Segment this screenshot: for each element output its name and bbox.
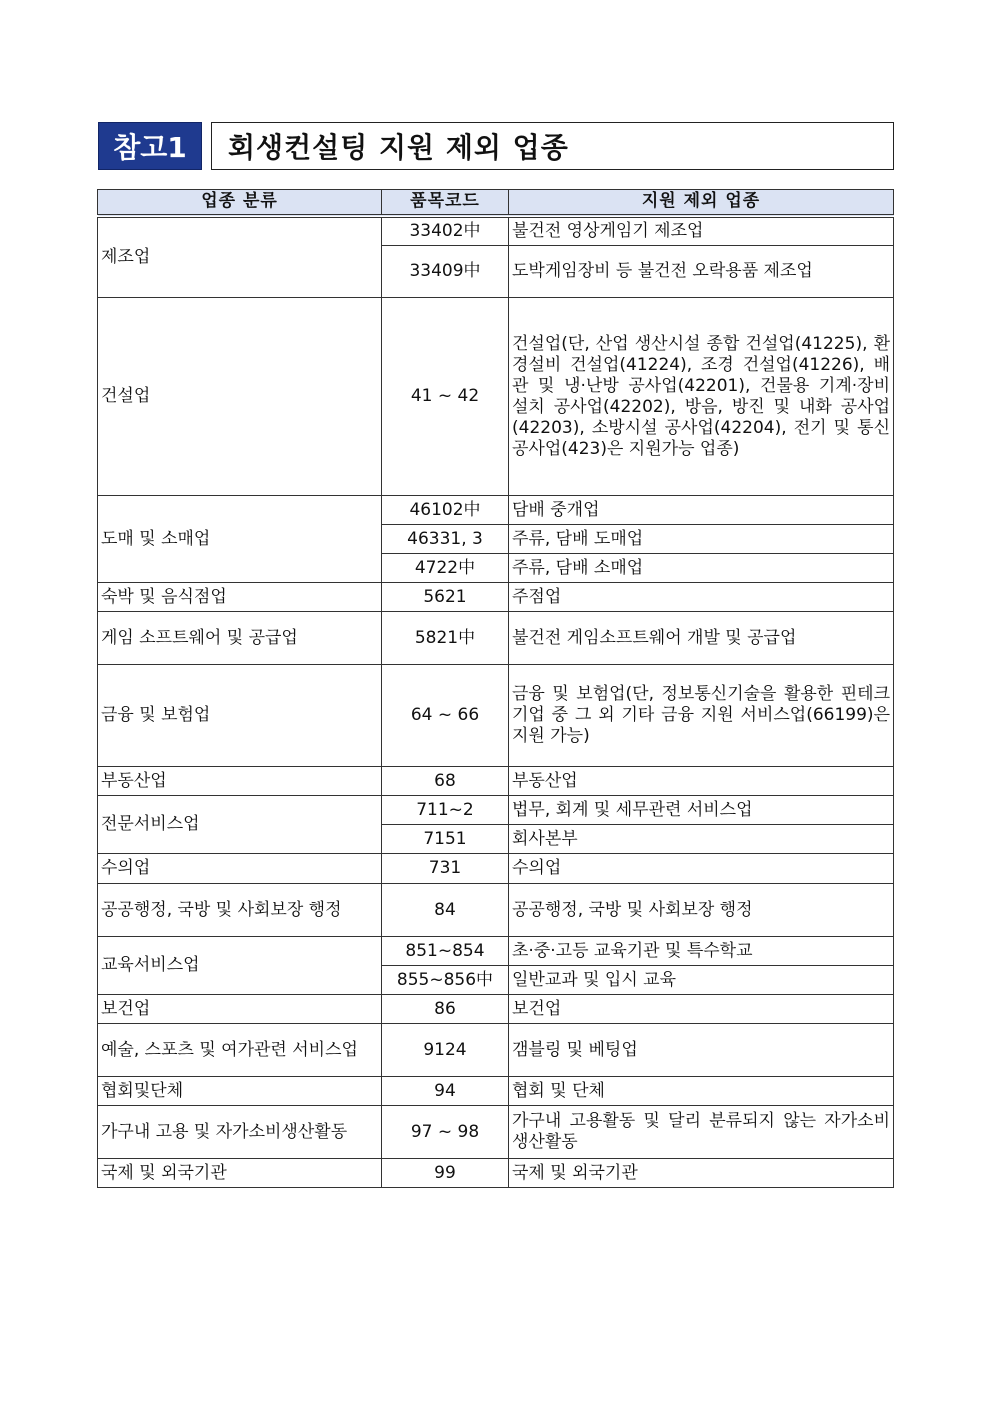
category-cell: 숙박 및 음식점업 xyxy=(98,583,382,612)
code-cell: 86 xyxy=(382,995,509,1024)
code-cell: 64 ~ 66 xyxy=(382,665,509,767)
table-row xyxy=(98,583,894,612)
table-row xyxy=(98,884,894,937)
table-row xyxy=(98,1106,894,1159)
table-row xyxy=(98,298,894,496)
desc-cell: 수의업 xyxy=(509,854,894,884)
code-cell: 851~854 xyxy=(382,937,509,966)
desc-cell: 주점업 xyxy=(509,583,894,612)
category-cell: 협회및단체 xyxy=(98,1077,382,1106)
table-header-row xyxy=(98,190,894,216)
table-row xyxy=(98,854,894,884)
page-title: 회생컨설팅 지원 제외 업종 xyxy=(211,122,894,170)
table-row xyxy=(98,937,894,966)
desc-cell: 금융 및 보험업(단, 정보통신기술을 활용한 핀테크 기업 중 그 외 기타 금융 지원 서비스업(66199)은 지원 가능) xyxy=(509,665,894,767)
code-cell: 84 xyxy=(382,884,509,937)
table-row xyxy=(98,612,894,665)
category-cell: 제조업 xyxy=(98,216,382,298)
category-cell: 예술, 스포츠 및 여가관련 서비스업 xyxy=(98,1024,382,1077)
category-cell: 수의업 xyxy=(98,854,382,884)
desc-cell: 국제 및 외국기관 xyxy=(509,1159,894,1188)
category-cell: 국제 및 외국기관 xyxy=(98,1159,382,1188)
category-cell: 보건업 xyxy=(98,995,382,1024)
category-cell: 건설업 xyxy=(98,298,382,496)
desc-cell: 보건업 xyxy=(509,995,894,1024)
desc-cell: 건설업(단, 산업 생산시설 종합 건설업(41225), 환경설비 건설업(41224), 조경 건설업(41226), 배관 및 냉·난방 공사업(42201), 건물용 기계·장비 설치 공사업(42202), 방음, 방진 및 내화 공사업(42203), 소방시설 공사업(42204), 전기 및 통신공사업(423)은 지원가능 업종) xyxy=(509,298,894,496)
desc-cell: 주류, 담배 도매업 xyxy=(509,525,894,554)
code-cell: 855~856中 xyxy=(382,966,509,995)
code-cell: 7151 xyxy=(382,825,509,854)
category-cell: 교육서비스업 xyxy=(98,937,382,995)
table-row xyxy=(98,216,894,246)
category-cell: 도매 및 소매업 xyxy=(98,496,382,583)
header-excluded: 지원 제외 업종 xyxy=(509,190,894,216)
code-cell: 33409中 xyxy=(382,246,509,298)
code-cell: 9124 xyxy=(382,1024,509,1077)
code-cell: 5621 xyxy=(382,583,509,612)
code-cell: 33402中 xyxy=(382,216,509,246)
desc-cell: 불건전 게임소프트웨어 개발 및 공급업 xyxy=(509,612,894,665)
table-row xyxy=(98,995,894,1024)
code-cell: 731 xyxy=(382,854,509,884)
code-cell: 5821中 xyxy=(382,612,509,665)
desc-cell: 법무, 회계 및 세무관련 서비스업 xyxy=(509,796,894,825)
category-cell: 가구내 고용 및 자가소비생산활동 xyxy=(98,1106,382,1159)
category-cell: 부동산업 xyxy=(98,767,382,796)
desc-cell: 회사본부 xyxy=(509,825,894,854)
desc-cell: 가구내 고용활동 및 달리 분류되지 않는 자가소비 생산활동 xyxy=(509,1106,894,1159)
code-cell: 97 ~ 98 xyxy=(382,1106,509,1159)
table-row xyxy=(98,665,894,767)
table-row xyxy=(98,767,894,796)
category-cell: 금융 및 보험업 xyxy=(98,665,382,767)
desc-cell: 불건전 영상게임기 제조업 xyxy=(509,216,894,246)
header-category: 업종 분류 xyxy=(98,190,382,216)
code-cell: 94 xyxy=(382,1077,509,1106)
desc-cell: 초·중·고등 교육기관 및 특수학교 xyxy=(509,937,894,966)
code-cell: 41 ~ 42 xyxy=(382,298,509,496)
category-cell: 전문서비스업 xyxy=(98,796,382,854)
section-heading xyxy=(98,122,894,170)
code-cell: 46102中 xyxy=(382,496,509,525)
desc-cell: 담배 중개업 xyxy=(509,496,894,525)
desc-cell: 주류, 담배 소매업 xyxy=(509,554,894,583)
code-cell: 711~2 xyxy=(382,796,509,825)
desc-cell: 일반교과 및 입시 교육 xyxy=(509,966,894,995)
desc-cell: 도박게임장비 등 불건전 오락용품 제조업 xyxy=(509,246,894,298)
desc-cell: 공공행정, 국방 및 사회보장 행정 xyxy=(509,884,894,937)
table-row xyxy=(98,1159,894,1188)
excluded-industries-table xyxy=(97,189,894,1188)
reference-badge: 참고1 xyxy=(98,122,202,170)
category-cell: 공공행정, 국방 및 사회보장 행정 xyxy=(98,884,382,937)
code-cell: 68 xyxy=(382,767,509,796)
desc-cell: 협회 및 단체 xyxy=(509,1077,894,1106)
header-code: 품목코드 xyxy=(382,190,509,216)
category-cell: 게임 소프트웨어 및 공급업 xyxy=(98,612,382,665)
code-cell: 99 xyxy=(382,1159,509,1188)
table-row xyxy=(98,496,894,525)
code-cell: 4722中 xyxy=(382,554,509,583)
desc-cell: 갬블링 및 베팅업 xyxy=(509,1024,894,1077)
table-row xyxy=(98,1077,894,1106)
code-cell: 46331, 3 xyxy=(382,525,509,554)
table-row xyxy=(98,796,894,825)
table-row xyxy=(98,1024,894,1077)
desc-cell: 부동산업 xyxy=(509,767,894,796)
